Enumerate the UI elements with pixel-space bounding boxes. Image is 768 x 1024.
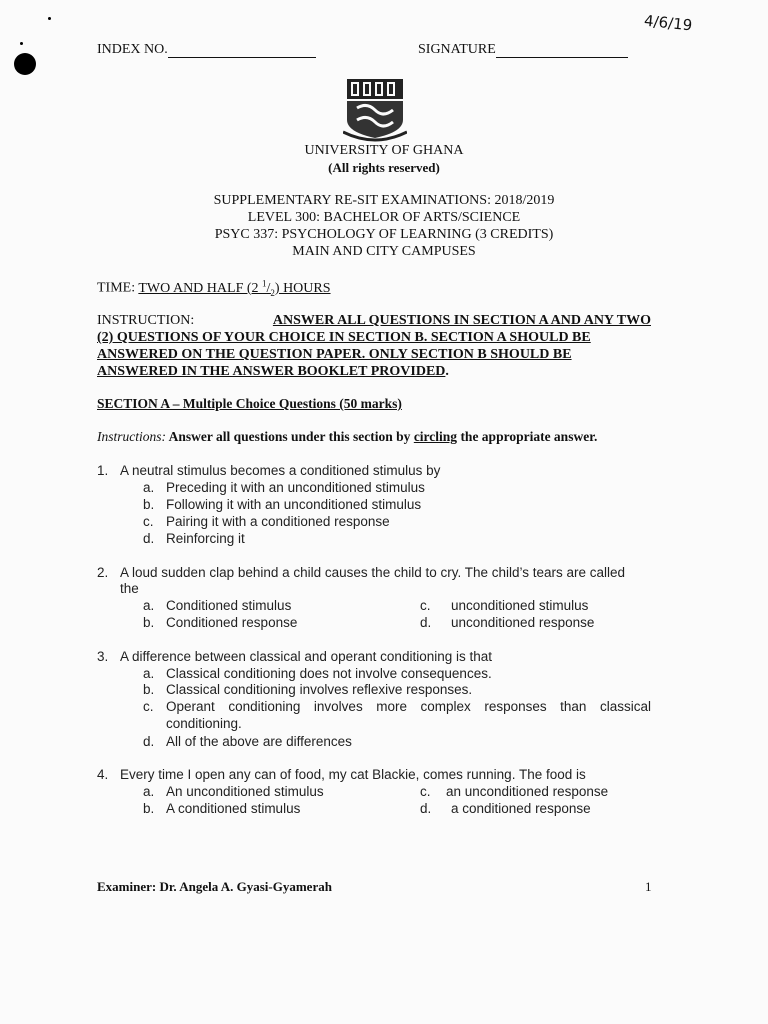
instruction-label: INSTRUCTION:	[97, 313, 195, 328]
option-c-text[interactable]: an unconditioned response	[446, 784, 609, 799]
instruction-line-3: ANSWERED ON THE QUESTION PAPER. ONLY SECTION B SHOULD BE	[97, 347, 572, 362]
university-crest-logo	[343, 76, 407, 142]
option-b-label[interactable]: b.	[143, 497, 155, 512]
rights-reserved: (All rights reserved)	[328, 160, 440, 175]
option-b-text[interactable]: Conditioned response	[166, 615, 298, 630]
time-value-post: ) HOURS	[274, 280, 331, 296]
instruction-line-2: (2) QUESTIONS OF YOUR CHOICE IN SECTION B. SECTION A SHOULD BE	[97, 330, 591, 345]
option-b-label[interactable]: b.	[143, 682, 155, 697]
instruction-line-1: ANSWER ALL QUESTIONS IN SECTION A AND ANY TWO	[272, 313, 651, 328]
signature-field	[418, 42, 628, 58]
option-c-text[interactable]: Operant conditioning involves more complex responses than classical	[166, 699, 651, 714]
option-c-text-continued[interactable]: conditioning.	[166, 716, 242, 731]
speck-mark	[20, 42, 23, 45]
option-a-label[interactable]: a.	[143, 666, 155, 681]
question-text: A neutral stimulus becomes a conditioned stimulus by	[120, 463, 441, 478]
option-b-label[interactable]: b.	[143, 801, 155, 816]
time-fraction-denominator: 2	[270, 287, 275, 298]
question-number: 2.	[97, 565, 109, 580]
exam-level: LEVEL 300: BACHELOR OF ARTS/SCIENCE	[247, 210, 521, 225]
question-text: A difference between classical and operant conditioning is that	[120, 649, 492, 664]
section-a-heading: SECTION A – Multiple Choice Questions (50 marks)	[97, 396, 402, 411]
question-number: 4.	[97, 767, 109, 782]
option-d-label[interactable]: d.	[143, 531, 155, 546]
signature-label: SIGNATURE	[418, 42, 496, 57]
instruction-line-4-period: .	[445, 364, 449, 379]
punch-hole-mark	[14, 53, 36, 75]
option-a-label[interactable]: a.	[143, 480, 155, 495]
option-a-text[interactable]: An unconditioned stimulus	[166, 784, 324, 799]
question-number: 1.	[97, 463, 109, 478]
time-value: TWO AND HALF (2 $^1/_2$) HOURS	[138, 278, 331, 298]
option-d-label[interactable]: d.	[420, 615, 432, 630]
exam-time	[97, 278, 331, 297]
handwritten-date: 4/6/19	[643, 11, 694, 35]
option-b-label[interactable]: b.	[143, 615, 155, 630]
signature-blank[interactable]	[496, 43, 628, 58]
option-d-text[interactable]: Reinforcing it	[166, 531, 245, 546]
university-name: UNIVERSITY OF GHANA	[304, 143, 464, 158]
page-number: 1	[645, 879, 652, 894]
option-c-text[interactable]: Pairing it with a conditioned response	[166, 514, 390, 529]
instructions-text-1: Answer all questions under this section by	[166, 429, 414, 444]
option-b-text[interactable]: A conditioned stimulus	[166, 801, 301, 816]
section-a-instructions	[97, 429, 597, 445]
option-b-text[interactable]: Classical conditioning involves reflexive responses.	[166, 682, 473, 697]
time-fraction-numerator: 1	[262, 278, 267, 288]
examiner-name: Examiner: Dr. Angela A. Gyasi-Gyamerah	[97, 879, 332, 894]
time-label: TIME:	[97, 280, 136, 296]
question-text-continued: the	[120, 581, 139, 596]
instructions-italic-label: Instructions:	[97, 429, 166, 444]
index-no-label: INDEX NO.	[97, 42, 168, 57]
question-text: A loud sudden clap behind a child causes the child to cry. The child’s tears are called	[120, 565, 626, 580]
index-no-blank[interactable]	[168, 43, 316, 58]
option-d-label[interactable]: d.	[420, 801, 432, 816]
option-b-text[interactable]: Following it with an unconditioned stimulus	[166, 497, 422, 512]
option-a-text[interactable]: Conditioned stimulus	[166, 598, 292, 613]
course-title: PSYC 337: PSYCHOLOGY OF LEARNING (3 CREDITS)	[214, 227, 554, 242]
option-c-label[interactable]: c.	[143, 699, 154, 714]
speck-mark	[48, 17, 51, 20]
exam-title: SUPPLEMENTARY RE-SIT EXAMINATIONS: 2018/2019	[213, 193, 555, 208]
option-d-text[interactable]: All of the above are differences	[166, 734, 352, 749]
instructions-text-2: the appropriate answer.	[457, 429, 598, 444]
time-value-pre: TWO AND HALF (2	[138, 280, 263, 296]
option-c-label[interactable]: c.	[420, 598, 431, 613]
option-a-text[interactable]: Classical conditioning does not involve consequences.	[166, 666, 492, 681]
question-text: Every time I open any can of food, my cat Blackie, comes running. The food is	[120, 767, 586, 782]
option-c-text[interactable]: unconditioned stimulus	[451, 598, 589, 613]
option-c-label[interactable]: c.	[420, 784, 431, 799]
instruction-block	[97, 312, 651, 380]
question-number: 3.	[97, 649, 109, 664]
option-d-text[interactable]: unconditioned response	[451, 615, 595, 630]
option-a-label[interactable]: a.	[143, 784, 155, 799]
option-a-text[interactable]: Preceding it with an unconditioned stimulus	[166, 480, 425, 495]
option-d-text[interactable]: a conditioned response	[451, 801, 591, 816]
instruction-line-4: ANSWERED IN THE ANSWER BOOKLET PROVIDED	[97, 364, 446, 379]
campuses: MAIN AND CITY CAMPUSES	[292, 244, 476, 259]
index-no-field	[97, 42, 316, 58]
option-d-label[interactable]: d.	[143, 734, 155, 749]
option-a-label[interactable]: a.	[143, 598, 155, 613]
instructions-circling: circling	[413, 429, 458, 444]
option-c-label[interactable]: c.	[143, 514, 154, 529]
